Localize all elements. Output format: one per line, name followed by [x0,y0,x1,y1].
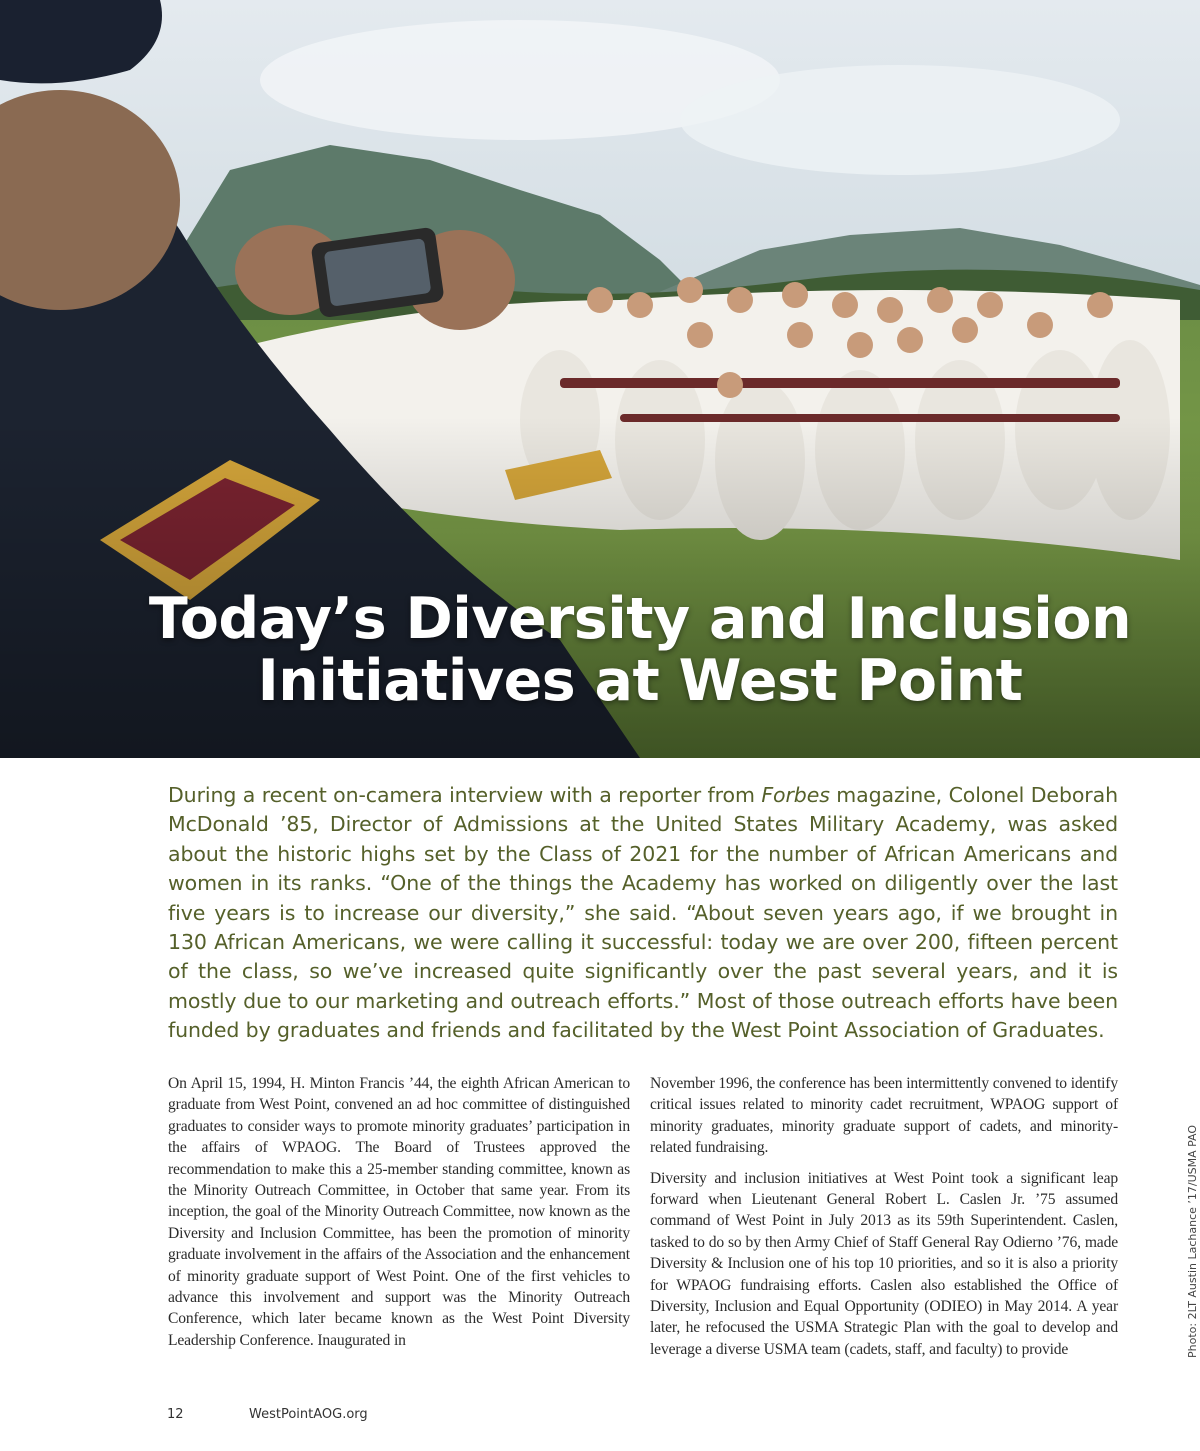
lead-text-part-2: magazine, Colonel Deborah McDonald ’85, Director of Admissions at the United States Military Academy, was asked about the historic highs set by the Class of 2021 for the number of African Americans and women in its ranks. “One of the things the Academy has worked on diligently over the last five years is to increase our diversity,” she said. “About seven years ago, if we brought in 130 African Americans, we were calling it successful: today we are over 200, fifteen percent of the class, so we’ve increased quite significantly over the past several years, and it is mostly due to our marketing and outreach efforts.” Most of those outreach efforts have been funded by graduates and friends and facilitated by the West Point Association of Graduates. [168,783,1118,1043]
lead-text-part-1: During a recent on-camera interview with a reporter from [168,783,762,807]
body-paragraph: On April 15, 1994, H. Minton Francis ’44, the eighth African American to graduate from West Point, convened an ad hoc committee of distinguished graduates to consider ways to promote minority graduates’ participation in the affairs of WPAOG. The Board of Trustees approved the recommendation to make this a 25-member standing committee, known as the Minority Outreach Committee, in October that same year. From its inception, the goal of the Minority Outreach Committee, now known as the Diversity and Inclusion Committee, has been the promotion of minority graduate involvement in the affairs of the Association and the enhancement of minority graduate support of West Point. One of the first vehicles to advance this involvement and support was the Minority Outreach Conference, which later became known as the West Point Diversity Leadership Conference. Inaugurated in [168,1075,630,1349]
title-line-1: Today’s Diversity and Inclusion [148,586,1132,652]
article-title [0,588,1200,712]
title-line-2: Initiatives at West Point [257,648,1023,714]
body-paragraph: Diversity and inclusion initiatives at West Point took a significant leap forward when Lieutenant General Robert L. Caslen Jr. ’75 assumed command of West Point in July 2013 as its 59th Superintendent. Caslen, tasked to do so by then Army Chief of Staff General Ray Odierno ’76, made Diversity & Inclusion one of his top 10 priorities, and so it is also a priority for WPAOG fundraising efforts. Caslen also established the Office of Diversity, Inclusion and Equal Opportunity (ODIEO) in May 2014. A year later, he refocused the USMA Strategic Plan with the goal to develop and leverage a diverse USMA team (cadets, staff, and faculty) to provide [650,1169,1118,1358]
publication-name: Forbes [761,783,830,807]
body-column-left [168,1073,630,1351]
photo-credit: Photo: 2LT Austin Lachance ’17/USMA PAO [1186,1124,1199,1358]
website-link[interactable]: WestPointAOG.org [249,1407,368,1422]
lead-paragraph [168,781,1118,1046]
body-paragraph: November 1996, the conference has been intermittently convened to identify critical issues related to minority cadet recruitment, WPAOG support of minority graduates, minority graduate support of cadets, and minority-related fundraising. [650,1075,1118,1157]
page-number: 12 [167,1407,184,1422]
body-column-right [650,1073,1118,1360]
